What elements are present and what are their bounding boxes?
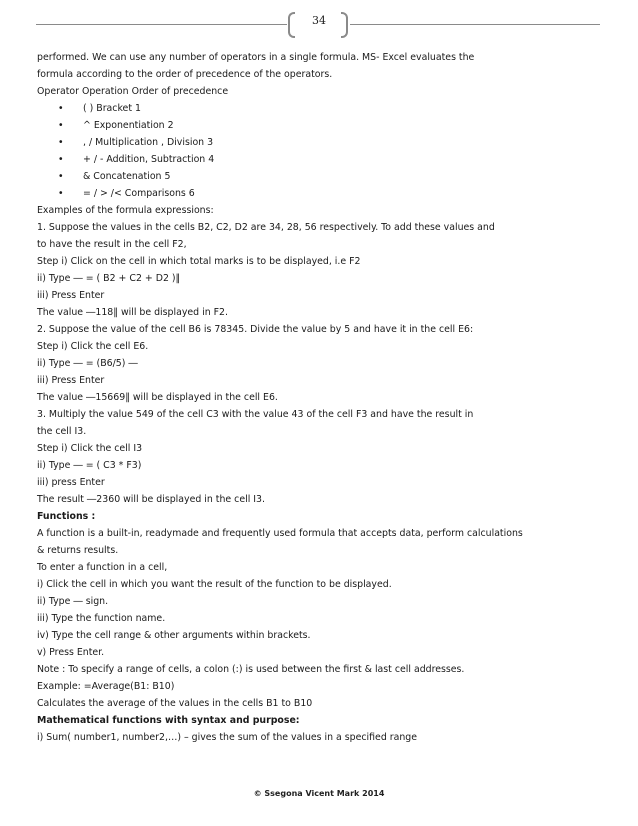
page-number-bracket-left	[288, 12, 295, 38]
text-line: ii) Type ― sign.	[37, 596, 109, 607]
list-item-text: = / > /< Comparisons 6	[83, 188, 195, 199]
list-item	[37, 134, 612, 151]
section-heading-functions: Functions :	[37, 511, 96, 522]
list-item	[37, 185, 612, 202]
bullet-icon: •	[58, 137, 64, 148]
bullet-icon: •	[58, 188, 64, 199]
text-line: 2. Suppose the value of the cell B6 is 78345. Divide the value by 5 and have it in the cell E6:	[37, 324, 474, 335]
page-body	[37, 49, 612, 746]
text-line: Calculates the average of the values in the cells B1 to B10	[37, 698, 313, 709]
bullet-icon: •	[58, 120, 64, 131]
list-item-text: , / Multiplication , Division 3	[83, 137, 214, 148]
text-line: Example: =Average(B1: B10)	[37, 681, 175, 692]
text-line: v) Press Enter.	[37, 647, 105, 658]
text-line: The value ―118‖ will be displayed in F2.	[37, 307, 228, 318]
text-line: Step i) Click on the cell in which total marks is to be displayed, i.e F2	[37, 256, 361, 267]
list-item-text: ^ Exponentiation 2	[83, 120, 174, 131]
text-line: ii) Type ― = ( B2 + C2 + D2 )‖	[37, 273, 181, 284]
text-line: performed. We can use any number of operators in a single formula. MS- Excel evaluates the	[37, 52, 475, 63]
bullet-icon: •	[58, 103, 64, 114]
text-line: ii) Type ― = ( C3 * F3)	[37, 460, 142, 471]
text-line: ii) Type ― = (B6/5) ―	[37, 358, 138, 369]
text-line: Step i) Click the cell E6.	[37, 341, 149, 352]
list-item	[37, 151, 612, 168]
text-line: iii) press Enter	[37, 477, 105, 488]
list-item	[37, 117, 612, 134]
text-line: Examples of the formula expressions:	[37, 205, 214, 216]
list-item	[37, 168, 612, 185]
text-line: A function is a built-in, readymade and frequently used formula that accepts data, perform calculations	[37, 528, 523, 539]
header-rule-left	[36, 24, 287, 25]
text-line: i) Sum( number1, number2,…) – gives the sum of the values in a specified range	[37, 732, 418, 743]
text-line: Operator Operation Order of precedence	[37, 86, 229, 97]
text-line: to have the result in the cell F2,	[37, 239, 187, 250]
text-line: iii) Press Enter	[37, 375, 105, 386]
text-line: 3. Multiply the value 549 of the cell C3 with the value 43 of the cell F3 and have the result in	[37, 409, 474, 420]
text-line: To enter a function in a cell,	[37, 562, 168, 573]
page-number: 34	[312, 14, 326, 27]
text-line: iii) Press Enter	[37, 290, 105, 301]
text-line: The result ―2360 will be displayed in the cell I3.	[37, 494, 265, 505]
text-line: The value ―15669‖ will be displayed in the cell E6.	[37, 392, 278, 403]
list-item-text: ( ) Bracket 1	[83, 103, 141, 114]
footer-copyright: © Ssegona Vicent Mark 2014	[253, 789, 385, 798]
text-line: i) Click the cell in which you want the result of the function to be displayed.	[37, 579, 392, 590]
text-line: Note : To specify a range of cells, a colon (:) is used between the first & last cell addresses.	[37, 664, 465, 675]
list-item-text: & Concatenation 5	[83, 171, 171, 182]
bullet-icon: •	[58, 171, 64, 182]
text-line: Step i) Click the cell I3	[37, 443, 143, 454]
header-rule-right	[350, 24, 600, 25]
bullet-icon: •	[58, 154, 64, 165]
list-item	[37, 100, 612, 117]
text-line: iv) Type the cell range & other arguments within brackets.	[37, 630, 311, 641]
text-line: iii) Type the function name.	[37, 613, 166, 624]
section-heading-math-functions: Mathematical functions with syntax and purpose:	[37, 715, 300, 726]
text-line: the cell I3.	[37, 426, 87, 437]
text-line: & returns results.	[37, 545, 119, 556]
page-number-bracket-right	[341, 12, 348, 38]
list-item-text: + / - Addition, Subtraction 4	[83, 154, 215, 165]
text-line: formula according to the order of precedence of the operators.	[37, 69, 333, 80]
text-line: 1. Suppose the values in the cells B2, C2, D2 are 34, 28, 56 respectively. To add these values and	[37, 222, 495, 233]
